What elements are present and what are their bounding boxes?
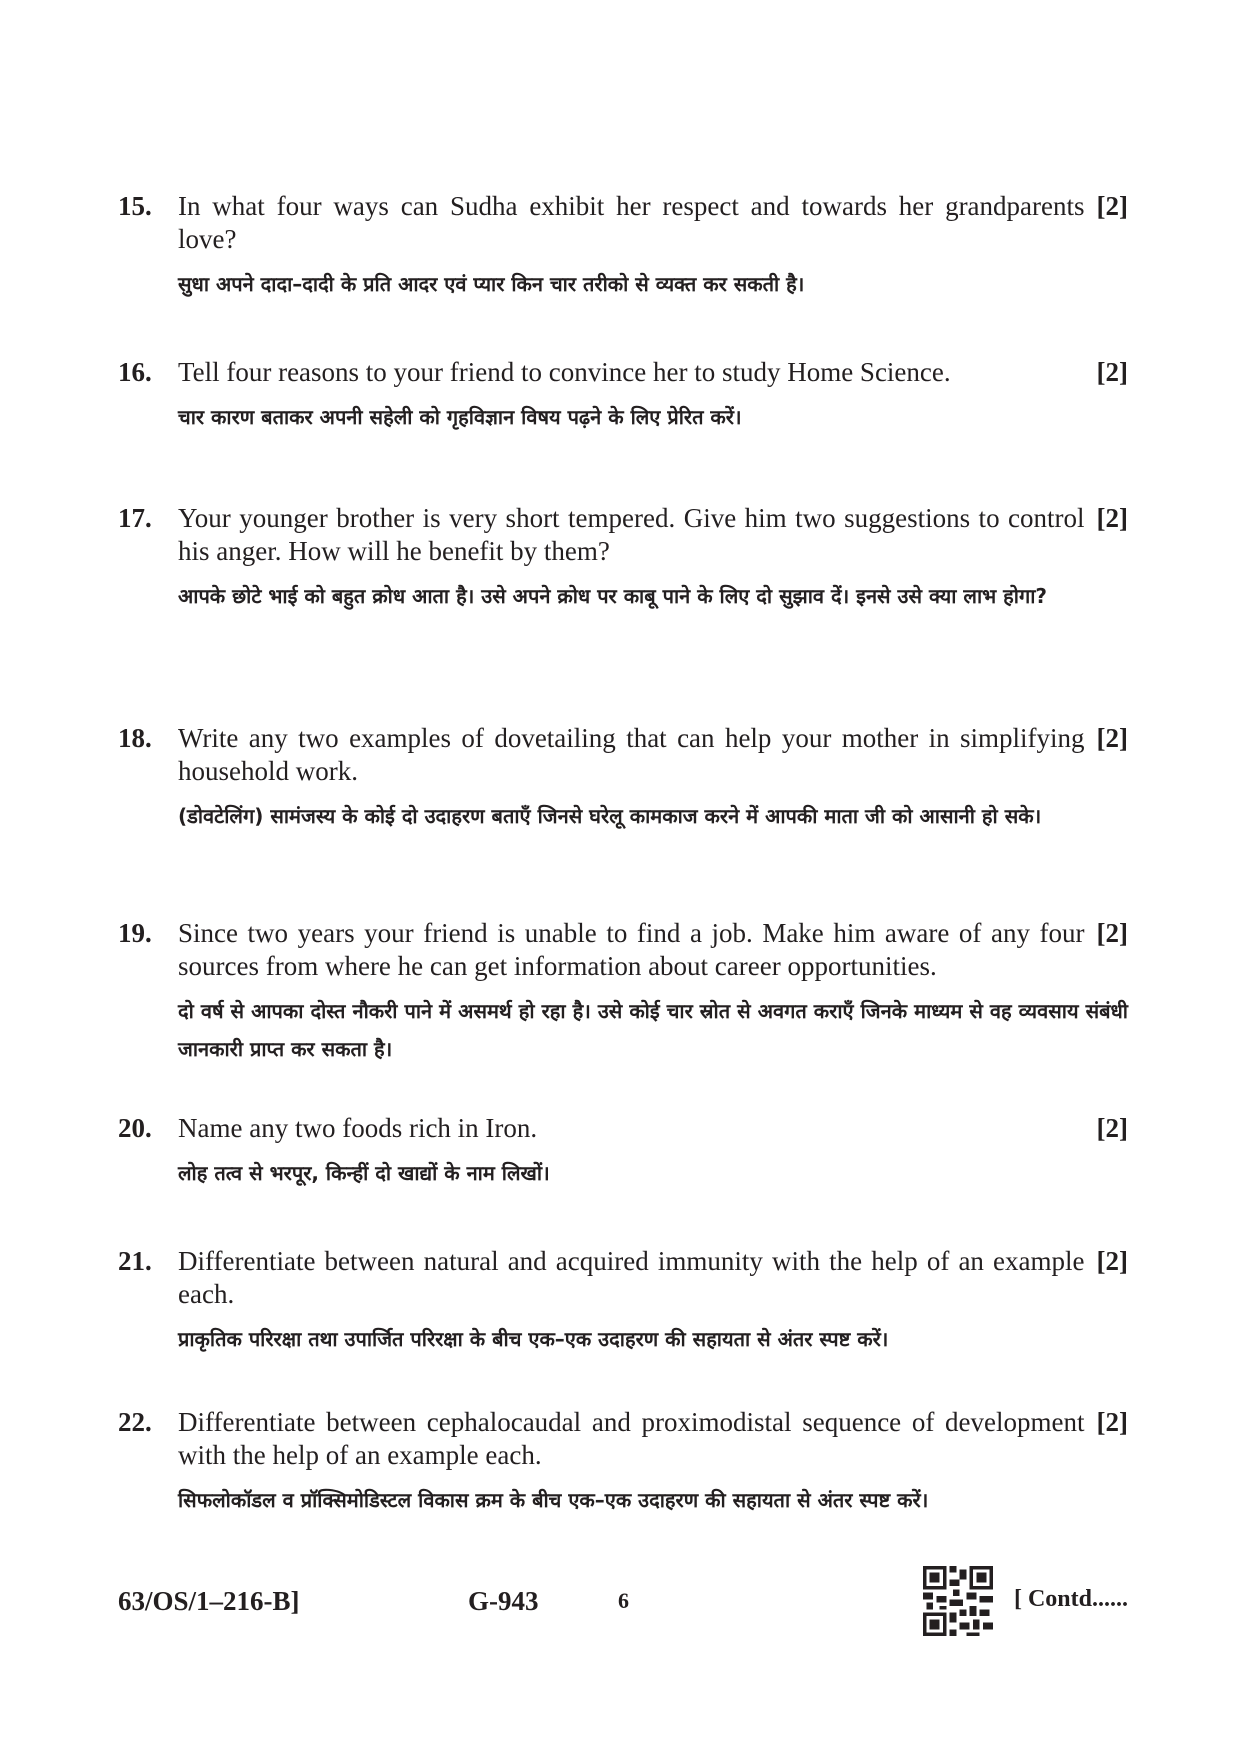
question-number: 18.: [118, 723, 152, 753]
question-number: 19.: [118, 918, 152, 948]
question-text-english: [178, 917, 1128, 983]
question-20: [118, 1112, 1128, 1192]
question-text-hindi: सुधा अपने दादा–दादी के प्रति आदर एवं प्यार किन चार तरीको से व्यक्त कर सकती है।: [178, 272, 805, 296]
question-text: Name any two foods rich in Iron.: [178, 1113, 538, 1143]
question-text-english: [178, 1112, 1128, 1145]
question-text: Tell four reasons to your friend to convince her to study Home Science.: [178, 357, 951, 387]
continued-label: [ Contd......: [1013, 1586, 1128, 1612]
paper-code: 63/OS/1–216-B]: [118, 1586, 300, 1616]
series-code: G-943: [468, 1586, 539, 1616]
page-number: 6: [618, 1588, 629, 1613]
question-text: In what four ways can Sudha exhibit her respect and towards her grandparents love?: [178, 191, 1085, 254]
question-number: 15.: [118, 191, 152, 221]
question-number: 17.: [118, 503, 152, 533]
question-number: 16.: [118, 357, 152, 387]
question-text-hindi: दो वर्ष से आपका दोस्त नौकरी पाने में असमर्थ हो रहा है। उसे कोई चार स्रोत से अवगत कराएँ जिनके माध्यम से वह व्यवसाय संबंधी जानकारी प्राप्त कर सकता है।: [178, 999, 1128, 1061]
marks: [2]: [1096, 1407, 1128, 1437]
page-footer: [118, 1566, 1128, 1638]
question-number: 20.: [118, 1113, 152, 1143]
question-text-hindi: आपके छोटे भाई को बहुत क्रोध आता है। उसे अपने क्रोध पर काबू पाने के लिए दो सुझाव दें। इनसे उसे क्या लाभ होगा?: [178, 584, 1048, 608]
question-15: [118, 190, 1128, 303]
question-number: 21.: [118, 1246, 152, 1276]
question-text-english: [178, 356, 1128, 389]
question-text-hindi: (डोवटेलिंग) सामंजस्य के कोई दो उदाहरण बताएँ जिनसे घरेलू कामकाज करने में आपकी माता जी को आसानी हो सके।: [178, 804, 1042, 828]
marks: [2]: [1096, 1246, 1128, 1276]
question-text-hindi: सिफलोकॉडल व प्रॉक्सिमोडिस्टल विकास क्रम के बीच एक–एक उदाहरण की सहायता से अंतर स्पष्ट करें।: [178, 1488, 929, 1512]
question-text: Differentiate between cephalocaudal and proximodistal sequence of development with the help of an example each.: [178, 1407, 1085, 1470]
question-text-english: [178, 1245, 1128, 1311]
marks: [2]: [1096, 1113, 1128, 1143]
question-21: [118, 1245, 1128, 1358]
question-text: Your younger brother is very short tempered. Give him two suggestions to control his anger. How will he benefit by them?: [178, 503, 1085, 566]
question-17: [118, 502, 1128, 615]
marks: [2]: [1096, 503, 1128, 533]
question-text: Since two years your friend is unable to find a job. Make him aware of any four sources from where he can get information about career opportunities.: [178, 918, 1085, 981]
marks: [2]: [1096, 723, 1128, 753]
question-text: Differentiate between natural and acquired immunity with the help of an example each.: [178, 1246, 1085, 1309]
question-text-hindi: लोह तत्व से भरपूर, किन्हीं दो खाद्यों के नाम लिखों।: [178, 1161, 550, 1185]
question-18: [118, 722, 1128, 835]
question-text-hindi: चार कारण बताकर अपनी सहेली को गृहविज्ञान विषय पढ़ने के लिए प्रेरित करें।: [178, 405, 742, 429]
question-number: 22.: [118, 1407, 152, 1437]
question-text-english: [178, 190, 1128, 256]
question-text-english: [178, 502, 1128, 568]
question-19: [118, 917, 1128, 1068]
question-22: [118, 1406, 1128, 1519]
marks: [2]: [1096, 918, 1128, 948]
question-text-english: [178, 1406, 1128, 1472]
marks: [2]: [1096, 357, 1128, 387]
marks: [2]: [1096, 191, 1128, 221]
question-text: Write any two examples of dovetailing that can help your mother in simplifying household work.: [178, 723, 1085, 786]
question-text-english: [178, 722, 1128, 788]
question-text-hindi: प्राकृतिक परिरक्षा तथा उपार्जित परिरक्षा के बीच एक–एक उदाहरण की सहायता से अंतर स्पष्ट करें।: [178, 1327, 889, 1351]
qr-code-icon: [923, 1566, 993, 1636]
question-16: [118, 356, 1128, 436]
